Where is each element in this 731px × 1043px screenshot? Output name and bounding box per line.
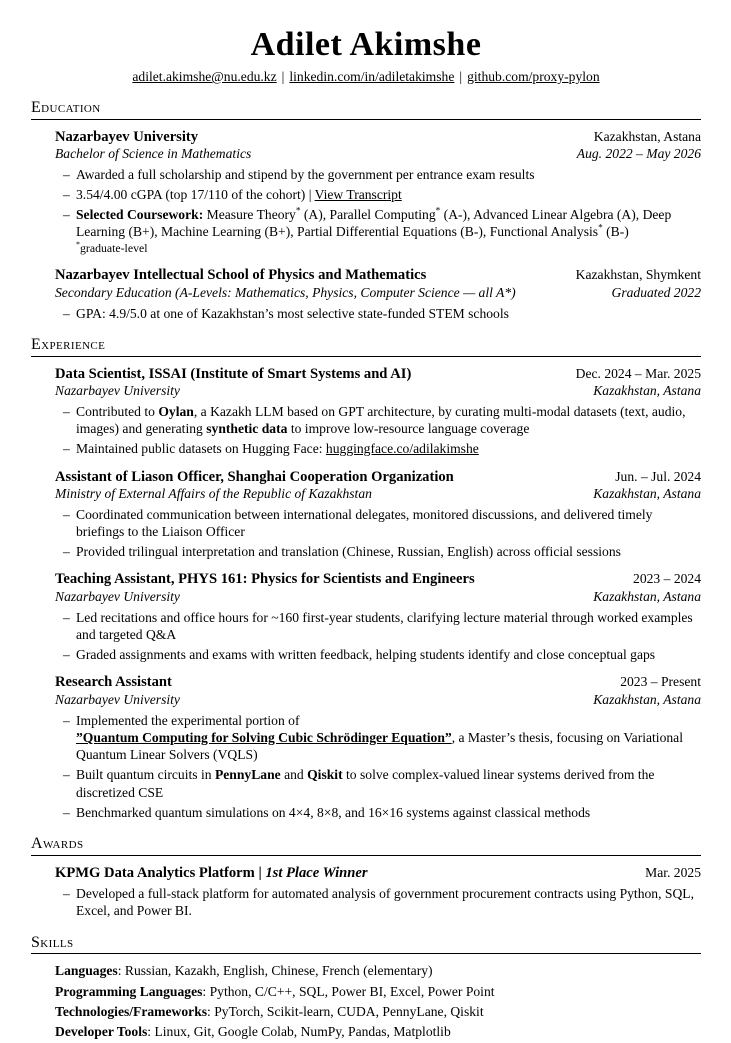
entry-date: Mar. 2025 [645, 864, 701, 880]
text-segment: Awarded a full scholarship and stipend by the government per entrance exam results [76, 166, 535, 182]
bullet-item [55, 646, 701, 663]
entry-subtitle: Bachelor of Science in Mathematics [55, 145, 252, 161]
resume-sections [31, 99, 701, 1043]
text-segment: Oylan [158, 403, 194, 419]
text-segment: Qiskit [307, 767, 343, 783]
huggingface-link[interactable]: huggingface.co/adilakimshe [325, 441, 479, 457]
entry [55, 864, 701, 920]
bullet-note [76, 241, 701, 256]
bullet-item [55, 506, 701, 541]
skill-label: Developer Tools [55, 1024, 148, 1040]
entry-date: 2023 – 2024 [633, 571, 701, 587]
entry-heading-row [55, 570, 701, 588]
entry-title [55, 468, 454, 486]
entry-title [55, 570, 475, 588]
text-segment: * [295, 205, 301, 216]
text-segment: Nazarbayev University [55, 128, 199, 145]
entry-subheading-row [55, 692, 701, 709]
bullet-text [76, 206, 701, 241]
text-segment: (A), Parallel Computing [300, 206, 436, 222]
bullet-item [55, 440, 701, 457]
entry-subtitle: Ministry of External Affairs of the Republic of Kazakhstan [55, 485, 372, 501]
bullet-list [55, 403, 701, 458]
bullet-item [55, 186, 701, 203]
section-experience [31, 336, 701, 821]
bullet-marker: – [63, 206, 70, 222]
bullet-text [76, 305, 701, 322]
bullet-text [76, 506, 701, 541]
text-segment: and [280, 767, 308, 783]
entry-date: 2023 – Present [620, 674, 701, 690]
entry [55, 365, 701, 458]
entry-heading-row [55, 864, 701, 882]
entry-location: Kazakhstan, Astana [593, 382, 701, 398]
skill-text: : PyTorch, Scikit-learn, CUDA, PennyLane, Qiskit [207, 1003, 484, 1019]
text-segment: (A-), Advanced Linear Algebra (A), Deep Learning (B+), Machine Learning (B+), Partial Differential Equations (B-), Functional Analysis [76, 206, 672, 239]
entry-heading-row [55, 673, 701, 691]
skill-line [55, 1022, 701, 1042]
entry [55, 128, 701, 257]
bullet-text [76, 712, 701, 764]
entry-subheading-row [55, 383, 701, 400]
text-segment: 1st Place Winner [265, 864, 368, 881]
skill-text: : Linux, Git, Google Colab, NumPy, Pandas, Matplotlib [147, 1024, 451, 1040]
entry-title [55, 266, 426, 284]
entry-title [55, 673, 172, 691]
section-rule [31, 953, 701, 954]
entry-location: Kazakhstan, Astana [593, 485, 701, 501]
bullet-marker: – [63, 166, 70, 182]
skill-label: Languages [55, 963, 118, 979]
text-segment: to improve low-resource language coverage [287, 421, 530, 437]
skills-lines [55, 961, 701, 1043]
entry-location: Kazakhstan, Astana [593, 588, 701, 604]
section-title-experience: Experience [31, 336, 106, 354]
text-segment: Coordinated communication between international delegates, monitored discussions, and delivered timely briefings to the Liaison Officer [76, 506, 653, 540]
text-segment: Built quantum circuits in [76, 767, 215, 783]
skill-label: Programming Languages [55, 983, 203, 999]
bullet-text [76, 440, 701, 457]
bullet-item [55, 305, 701, 322]
text-segment: * [76, 240, 81, 250]
bullet-text [76, 804, 701, 821]
bullet-text [76, 241, 701, 256]
bullet-text [76, 166, 701, 183]
bullet-list [55, 166, 701, 257]
entry-heading-row [55, 128, 701, 146]
bullet-marker: – [63, 804, 70, 820]
text-segment: Data Scientist, ISSAI (Institute of Smart Systems and AI) [55, 365, 412, 382]
bullet-item [55, 609, 701, 644]
bullet-marker: – [63, 186, 70, 202]
entry-date: Dec. 2024 – Mar. 2025 [575, 365, 701, 381]
text-segment: Contributed to [76, 403, 159, 419]
text-segment: Research Assistant [55, 674, 172, 691]
bullet-list [55, 305, 701, 322]
text-segment: * [435, 205, 441, 216]
bullet-list [55, 885, 701, 920]
bullet-text [76, 885, 701, 920]
github-link[interactable]: github.com/proxy-pylon [467, 69, 600, 84]
bullet-marker: – [63, 767, 70, 783]
bullet-item [55, 885, 701, 920]
section-title-skills: Skills [31, 933, 74, 951]
bullet-marker: – [63, 646, 70, 662]
entry [55, 266, 701, 322]
entry-subheading-row [55, 486, 701, 503]
bullet-text [76, 766, 701, 801]
bullet-text [76, 543, 701, 560]
bullet-item [55, 766, 701, 801]
bullet-text [76, 646, 701, 663]
text-segment: (B-) [602, 223, 629, 239]
text-segment: KPMG Data Analytics Platform [55, 864, 255, 881]
bullet-list [55, 609, 701, 664]
section-title-awards: Awards [31, 834, 84, 852]
text-segment: Led recitations and office hours for ~160 first-year students, clarifying lecture material through worked examples and targeted Q&A [76, 609, 693, 643]
text-segment: , a Kazakh LLM based on GPT architecture, by curating multi-modal datasets (text, audio, images) and generating [76, 403, 686, 437]
section-rule [31, 855, 701, 856]
bullet-item [55, 712, 701, 764]
text-segment: Developed a full-stack platform for automated analysis of government procurement contracts using Python, SQL, Excel, and Power BI. [76, 885, 694, 919]
entry-location: Kazakhstan, Astana [593, 691, 701, 707]
entry-date: Kazakhstan, Shymkent [575, 267, 701, 283]
section-rule [31, 119, 701, 120]
entry-date: Jun. – Jul. 2024 [615, 468, 701, 484]
bullet-text [76, 609, 701, 644]
bullet-item [55, 403, 701, 438]
email-link[interactable]: adilet.akimshe@nu.edu.kz [132, 69, 277, 84]
text-segment: Provided trilingual interpretation and translation (Chinese, Russian, English) across official sessions [76, 544, 621, 560]
text-segment: to solve complex-valued linear systems derived from the discretized CSE [76, 767, 655, 800]
view-transcript-link[interactable]: View Transcript [314, 186, 402, 202]
bullet-text [76, 403, 701, 438]
entry-subheading-row [55, 146, 701, 163]
skill-label: Technologies/Frameworks [55, 1003, 208, 1019]
thesis-link[interactable]: ”Quantum Computing for Solving Cubic Schrödinger Equation” [76, 729, 452, 745]
text-segment: * [598, 222, 603, 233]
linkedin-link[interactable]: linkedin.com/in/adiletakimshe [289, 69, 455, 84]
bullet-marker: – [63, 712, 70, 728]
section-education [31, 99, 701, 322]
entry-subtitle: Secondary Education (A-Levels: Mathematics, Physics, Computer Science — all A*) [55, 284, 516, 300]
skill-text: : Python, C/C++, SQL, Power BI, Excel, Power Point [202, 983, 495, 999]
entry [55, 570, 701, 663]
section-rule [31, 356, 701, 357]
entry-title [55, 864, 368, 882]
bullet-item [55, 543, 701, 560]
text-segment: Benchmarked quantum simulations on 4×4, 8×8, and 16×16 systems against classical methods [76, 804, 591, 820]
skill-line [55, 961, 701, 981]
bullet-list [55, 712, 701, 821]
entry [55, 673, 701, 821]
bullet-marker: – [63, 305, 70, 321]
text-segment: Maintained public datasets on Hugging Face: [76, 441, 326, 457]
text-segment: | [254, 864, 266, 881]
entry-heading-row [55, 365, 701, 383]
contact-separator: | [281, 69, 285, 84]
text-segment: Assistant of Liason Officer, Shanghai Cooperation Organization [55, 468, 454, 485]
bullet-text [76, 186, 701, 203]
bullet-item [55, 166, 701, 183]
contact-line [31, 69, 701, 85]
text-segment: GPA: 4.9/5.0 at one of Kazakhstan’s most selective state-funded STEM schools [76, 305, 509, 321]
skill-line [55, 1002, 701, 1022]
bullet-marker: – [63, 403, 70, 419]
page-title: Adilet Akimshe [250, 26, 482, 63]
text-segment: Implemented the experimental portion of [76, 712, 300, 728]
text-segment: PennyLane [214, 767, 281, 783]
bullet-marker: – [63, 506, 70, 522]
entry-title [55, 128, 198, 146]
entry-subtitle: Nazarbayev University [55, 588, 180, 604]
bullet-marker: – [63, 885, 70, 901]
section-skills [31, 934, 701, 1043]
bullet-marker: – [63, 609, 70, 625]
skill-line [55, 982, 701, 1002]
text-segment: Teaching Assistant, PHYS 161: Physics for Scientists and Engineers [55, 571, 475, 588]
text-segment: , a Master’s thesis, focusing on Variational Quantum Linear Solvers (VQLS) [76, 729, 683, 763]
entry-date: Kazakhstan, Astana [593, 128, 701, 144]
bullet-item [55, 206, 701, 241]
bullet-marker: – [63, 441, 70, 457]
text-segment: synthetic data [206, 421, 288, 437]
entry-subtitle: Nazarbayev University [55, 691, 180, 707]
bullet-marker: – [63, 544, 70, 560]
entry-location: Graduated 2022 [611, 284, 701, 300]
entry-subtitle: Nazarbayev University [55, 382, 180, 398]
text-segment: Measure Theory [203, 206, 296, 222]
entry [55, 468, 701, 561]
text-segment: graduate-level [80, 241, 148, 256]
text-segment: Graded assignments and exams with written feedback, helping students identify and close conceptual gaps [76, 646, 656, 662]
bullet-list [55, 506, 701, 561]
section-awards [31, 835, 701, 920]
entry-heading-row [55, 468, 701, 486]
entry-location: Aug. 2022 – May 2026 [576, 145, 701, 161]
contact-separator: | [459, 69, 463, 84]
bullet-item [55, 804, 701, 821]
text-segment: 3.54/4.00 cGPA (top 17/110 of the cohort) | [76, 186, 315, 202]
text-segment: Selected Coursework: [76, 206, 204, 222]
skill-text: : Russian, Kazakh, English, Chinese, French (elementary) [117, 963, 433, 979]
section-title-education: Education [31, 99, 101, 116]
entry-subheading-row [55, 285, 701, 302]
entry-subheading-row [55, 589, 701, 606]
entry-title [55, 365, 411, 383]
entry-heading-row [55, 266, 701, 284]
text-segment: Nazarbayev Intellectual School of Physics and Mathematics [55, 267, 427, 284]
